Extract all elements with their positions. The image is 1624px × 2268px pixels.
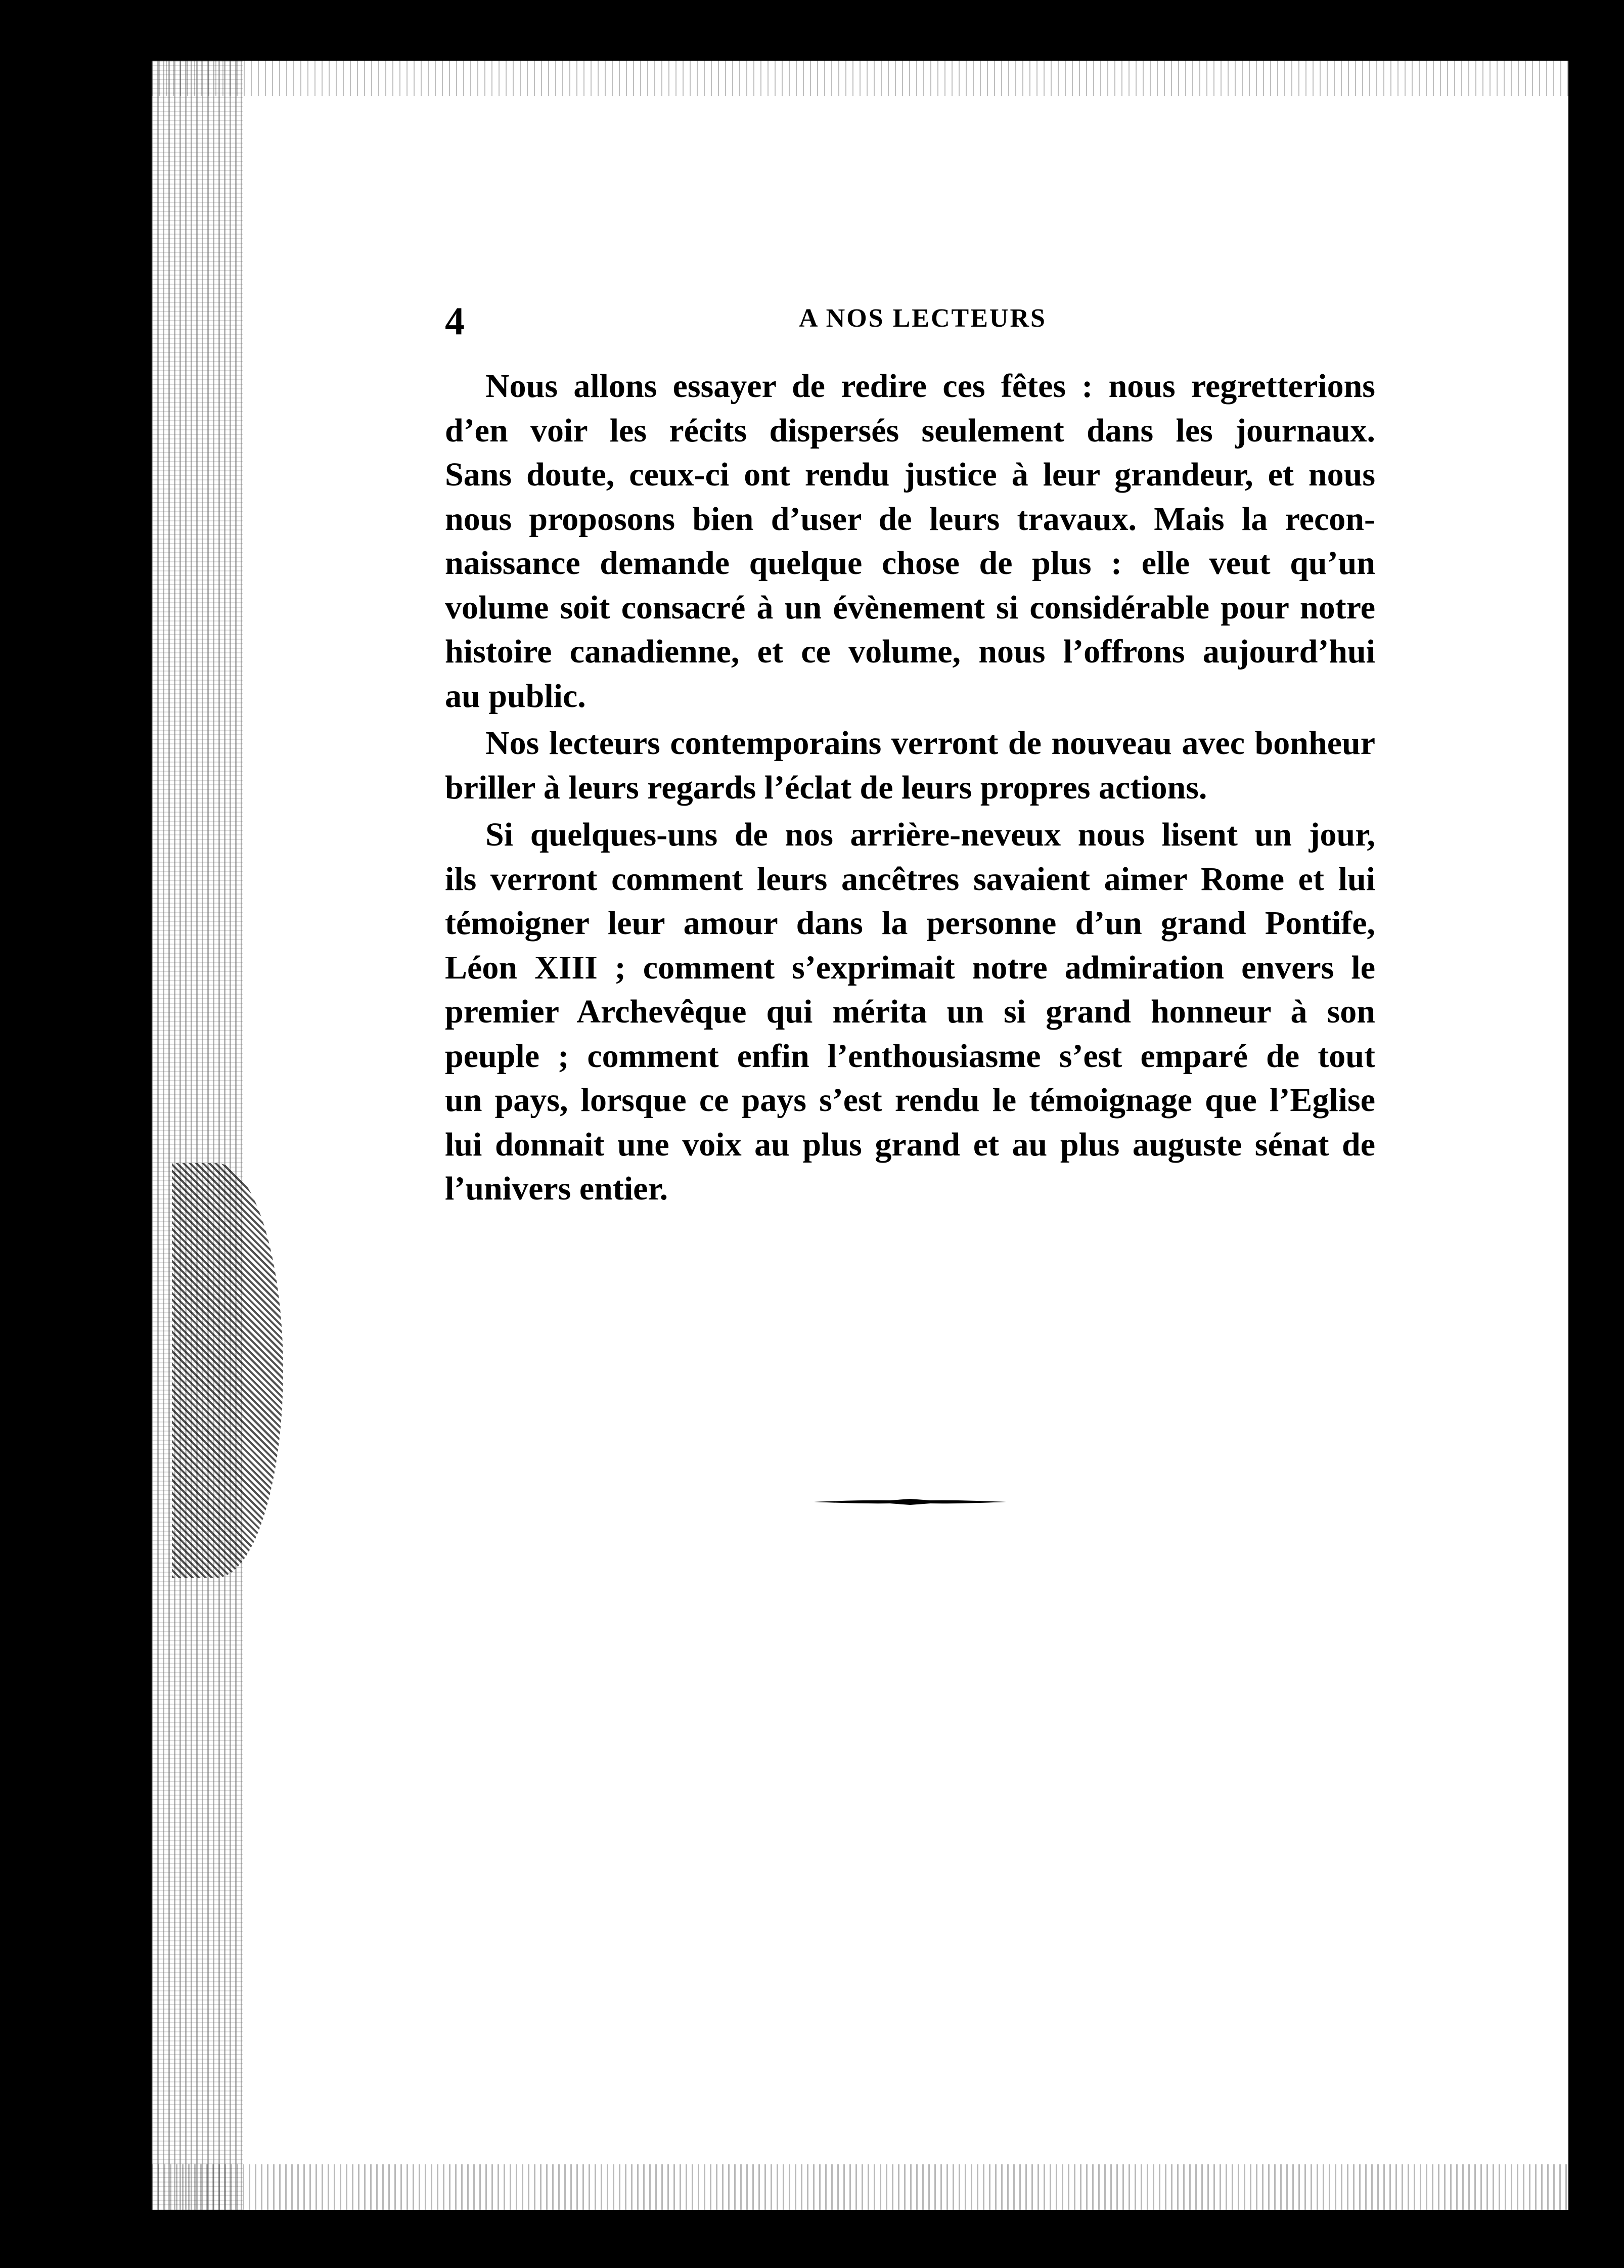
text-line: naissance demande quelque chose de plus : elle veut qu’un bbox=[445, 545, 1375, 582]
text-line: l’univers entier. bbox=[445, 1170, 668, 1207]
text-line: briller à leurs regards l’éclat de leurs propres actions. bbox=[445, 769, 1207, 806]
text-line: Nous allons essayer de redire ces fêtes : nous regretterions bbox=[485, 368, 1375, 405]
paragraph-1 bbox=[445, 364, 1375, 718]
text-line: nous proposons bien d’user de leurs travaux. Mais la recon- bbox=[445, 500, 1375, 538]
scan-edge-right bbox=[1568, 61, 1583, 2210]
text-line: d’en voir les récits dispersés seulement dans les journaux. bbox=[445, 412, 1375, 449]
text-line: lui donnait une voix au plus grand et au plus auguste sénat de bbox=[445, 1126, 1375, 1163]
text-line: Sans doute, ceux-ci ont rendu justice à leur grandeur, et nous bbox=[445, 456, 1375, 493]
ornamental-rule bbox=[814, 1497, 1006, 1507]
text-line: Nos lecteurs contemporains verront de nouveau avec bonheur bbox=[485, 725, 1375, 762]
running-head bbox=[445, 298, 1355, 344]
scan-noise-bottom bbox=[152, 2164, 1583, 2210]
body-text bbox=[445, 364, 1375, 1214]
paragraph-2 bbox=[445, 721, 1375, 810]
text-line: premier Archevêque qui mérita un si grand honneur à son bbox=[445, 993, 1375, 1030]
scan-noise-top bbox=[152, 61, 1583, 96]
page-number: 4 bbox=[445, 299, 465, 343]
paragraph-3 bbox=[445, 813, 1375, 1211]
text-line: ils verront comment leurs ancêtres savaient aimer Rome et lui bbox=[445, 860, 1375, 898]
text-line: témoigner leur amour dans la personne d’un grand Pontife, bbox=[445, 905, 1375, 942]
text-line: volume soit consacré à un évènement si considérable pour notre bbox=[445, 589, 1375, 626]
ink-blot bbox=[172, 1163, 283, 1578]
text-line: histoire canadienne, et ce volume, nous l’offrons aujourd’hui bbox=[445, 633, 1375, 670]
running-title: A NOS LECTEURS bbox=[799, 304, 1047, 333]
text-line: Léon XIII ; comment s’exprimait notre admiration envers le bbox=[445, 949, 1375, 986]
text-line: au public. bbox=[445, 677, 586, 715]
text-line: un pays, lorsque ce pays s’est rendu le témoignage que l’Eglise bbox=[445, 1082, 1375, 1119]
scan-noise-left bbox=[152, 61, 243, 2210]
text-line: Si quelques-uns de nos arrière-neveux nous lisent un jour, bbox=[485, 816, 1375, 853]
text-line: peuple ; comment enfin l’enthousiasme s’est emparé de tout bbox=[445, 1037, 1375, 1075]
